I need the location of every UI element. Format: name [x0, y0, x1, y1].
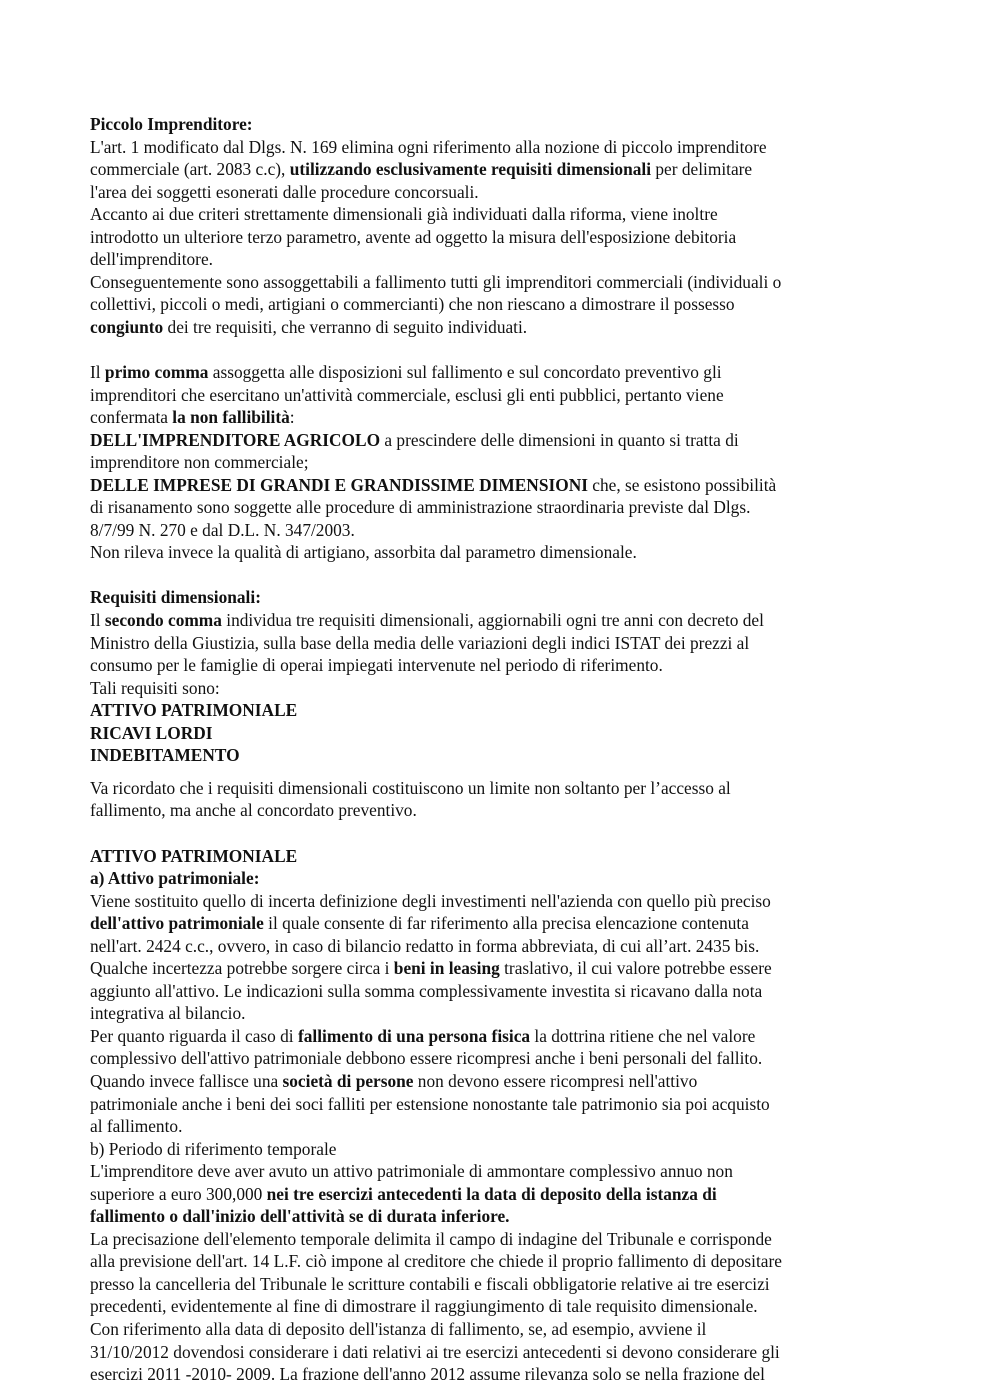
text-line: di risanamento sono soggette alle procedure di amministrazione straordinaria previste dal Dlgs.	[90, 497, 751, 518]
section-requisiti-dimensionali	[90, 586, 910, 821]
paragraph-gap	[90, 564, 910, 587]
text-line: DELLE IMPRESE DI GRANDI E GRANDISSIME DIMENSIONI che, se esistono possibilità	[90, 474, 777, 495]
requisito-item: ATTIVO PATRIMONIALE	[90, 700, 298, 721]
text-line: Il primo comma assoggetta alle disposizioni sul fallimento e sul concordato preventivo gli	[90, 362, 722, 383]
subsection-heading: b) Periodo di riferimento temporale	[90, 1138, 337, 1159]
text-line: Conseguentemente sono assoggettabili a fallimento tutti gli imprenditori commerciali (individuali o	[90, 271, 782, 292]
section-heading: ATTIVO PATRIMONIALE	[90, 845, 298, 866]
text-line: introdotto un ulteriore terzo parametro, avente ad oggetto la misura dell'esposizione debitoria	[90, 226, 737, 247]
text-line: L'art. 1 modificato dal Dlgs. N. 169 elimina ogni riferimento alla nozione di piccolo imprenditore	[90, 136, 767, 157]
text-line: Ministro della Giustizia, sulla base della media delle variazioni degli indici ISTAT dei prezzi al	[90, 632, 750, 653]
bold-emphasis: utilizzando esclusivamente requisiti dimensionali	[289, 159, 652, 180]
text-line: consumo per le famiglie di operai impiegati intervenute nel periodo di riferimento.	[90, 655, 663, 676]
text-line: aggiunto all'attivo. Le indicazioni sulla somma complessivamente investita si ricavano dalla nota	[90, 980, 763, 1001]
text-line: Viene sostituito quello di incerta definizione degli investimenti nell'azienda con quello più preciso	[90, 890, 771, 911]
bold-emphasis: nei tre esercizi antecedenti la data di deposito della istanza di	[266, 1183, 717, 1204]
text-line: complessivo dell'attivo patrimoniale debbono essere ricompresi anche i beni personali del fallito.	[90, 1048, 763, 1069]
text-line: integrativa al bilancio.	[90, 1003, 246, 1024]
paragraph-gap	[90, 338, 910, 361]
bold-emphasis: fallimento di una persona fisica	[297, 1025, 531, 1046]
text-line: 31/10/2012 dovendosi considerare i dati relativi ai tre esercizi antecedenti si devono considerare gli	[90, 1341, 780, 1362]
text-line: esercizi 2011 -2010- 2009. La frazione dell'anno 2012 assume rilevanza solo se nella frazione del	[90, 1364, 765, 1385]
text-line: Per quanto riguarda il caso di fallimento di una persona fisica la dottrina ritiene che nel valore	[90, 1025, 756, 1046]
text-line: Accanto ai due criteri strettamente dimensionali già individuati dalla riforma, viene inoltre	[90, 204, 718, 225]
bold-emphasis: beni in leasing	[393, 958, 500, 979]
paragraph-gap	[90, 822, 910, 845]
text-line: patrimoniale anche i beni dei soci falliti per estensione nonostante tale patrimonio sia poi acquisto	[90, 1093, 770, 1114]
text-line: L'imprenditore deve aver avuto un attivo patrimoniale di ammontare complessivo annuo non	[90, 1161, 733, 1182]
text-line: commerciale (art. 2083 c.c), utilizzando esclusivamente requisiti dimensionali per delimitare	[90, 159, 753, 180]
text-line: imprenditori che esercitano un'attività commerciale, esclusi gli enti pubblici, pertanto viene	[90, 384, 724, 405]
text-line: 8/7/99 N. 270 e dal D.L. N. 347/2003.	[90, 519, 355, 540]
section-primo-comma	[90, 361, 910, 564]
bold-emphasis: società di persone	[282, 1070, 414, 1091]
text-line: superiore a euro 300,000 nei tre esercizi antecedenti la data di deposito della istanza di	[90, 1183, 717, 1204]
text-line: dell'imprenditore.	[90, 249, 213, 270]
section-heading: Requisiti dimensionali:	[90, 587, 261, 608]
text-line	[90, 1205, 880, 1228]
requisito-item: INDEBITAMENTO	[90, 745, 240, 766]
bold-emphasis: congiunto	[90, 316, 164, 337]
text-line: l'area dei soggetti esonerati dalle procedure concorsuali.	[90, 181, 479, 202]
bold-emphasis: DELL'IMPRENDITORE AGRICOLO	[90, 429, 381, 450]
text-line: nell'art. 2424 c.c., ovvero, in caso di bilancio redatto in forma abbreviata, di cui all’art. 2435 bis.	[90, 935, 760, 956]
text-line: al fallimento.	[90, 1116, 183, 1137]
bold-emphasis: DELLE IMPRESE DI GRANDI E GRANDISSIME DIMENSIONI	[90, 474, 588, 495]
text-line: Va ricordato che i requisiti dimensionali costituiscono un limite non soltanto per l’accesso al	[90, 777, 731, 798]
text-line: confermata la non fallibilità:	[90, 407, 295, 428]
text-line: collettivi, piccoli o medi, artigiani o commercianti) che non riescano a dimostrare il possesso	[90, 294, 735, 315]
text-line: Quando invece fallisce una società di persone non devono essere ricompresi nell'attivo	[90, 1070, 698, 1091]
text-line: La precisazione dell'elemento temporale delimita il campo di indagine del Tribunale e corrisponde	[90, 1228, 772, 1249]
bold-emphasis: dell'attivo patrimoniale	[90, 913, 264, 934]
bold-emphasis: fallimento o dall'inizio dell'attività se di durata inferiore.	[90, 1206, 510, 1227]
paragraph-gap	[90, 767, 910, 777]
text-line: precedenti, evidentemente al fine di dimostrare il raggiungimento di tale requisito dimensionale.	[90, 1296, 758, 1317]
text-line: dell'attivo patrimoniale il quale consente di far riferimento alla precisa elencazione contenuta	[90, 913, 749, 934]
text-line: Non rileva invece la qualità di artigiano, assorbita dal parametro dimensionale.	[90, 542, 637, 563]
text-line: Qualche incertezza potrebbe sorgere circa i beni in leasing traslativo, il cui valore potrebbe essere	[90, 958, 772, 979]
requisito-item: RICAVI LORDI	[90, 722, 213, 743]
section-heading: Piccolo Imprenditore:	[90, 114, 253, 134]
text-line: Il secondo comma individua tre requisiti dimensionali, aggiornabili ogni tre anni con decreto del	[90, 610, 764, 631]
bold-emphasis: primo comma	[104, 362, 209, 383]
text-line: fallimento, ma anche al concordato preventivo.	[90, 800, 417, 821]
text-line: DELL'IMPRENDITORE AGRICOLO a prescindere delle dimensioni in quanto si tratta di	[90, 429, 739, 450]
document-page	[90, 113, 910, 1386]
text-line: presso la cancelleria del Tribunale le scritture contabili e fiscali obbligatorie relative ai tre esercizi	[90, 1273, 770, 1294]
bold-emphasis: secondo comma	[104, 610, 222, 631]
section-attivo-patrimoniale	[90, 845, 910, 1386]
text-line: Con riferimento alla data di deposito dell'istanza di fallimento, se, ad esempio, avviene il	[90, 1318, 707, 1339]
section-piccolo-imprenditore	[90, 113, 910, 338]
subsection-heading: a) Attivo patrimoniale:	[90, 868, 260, 889]
text-line: imprenditore non commerciale;	[90, 452, 309, 473]
text-line: Tali requisiti sono:	[90, 677, 220, 698]
text-line: alla previsione dell'art. 14 L.F. ciò impone al creditore che chiede il proprio fallimento di depositare	[90, 1251, 782, 1272]
bold-emphasis: la non fallibilità	[172, 407, 290, 428]
text-line: congiunto dei tre requisiti, che verranno di seguito individuati.	[90, 316, 528, 337]
